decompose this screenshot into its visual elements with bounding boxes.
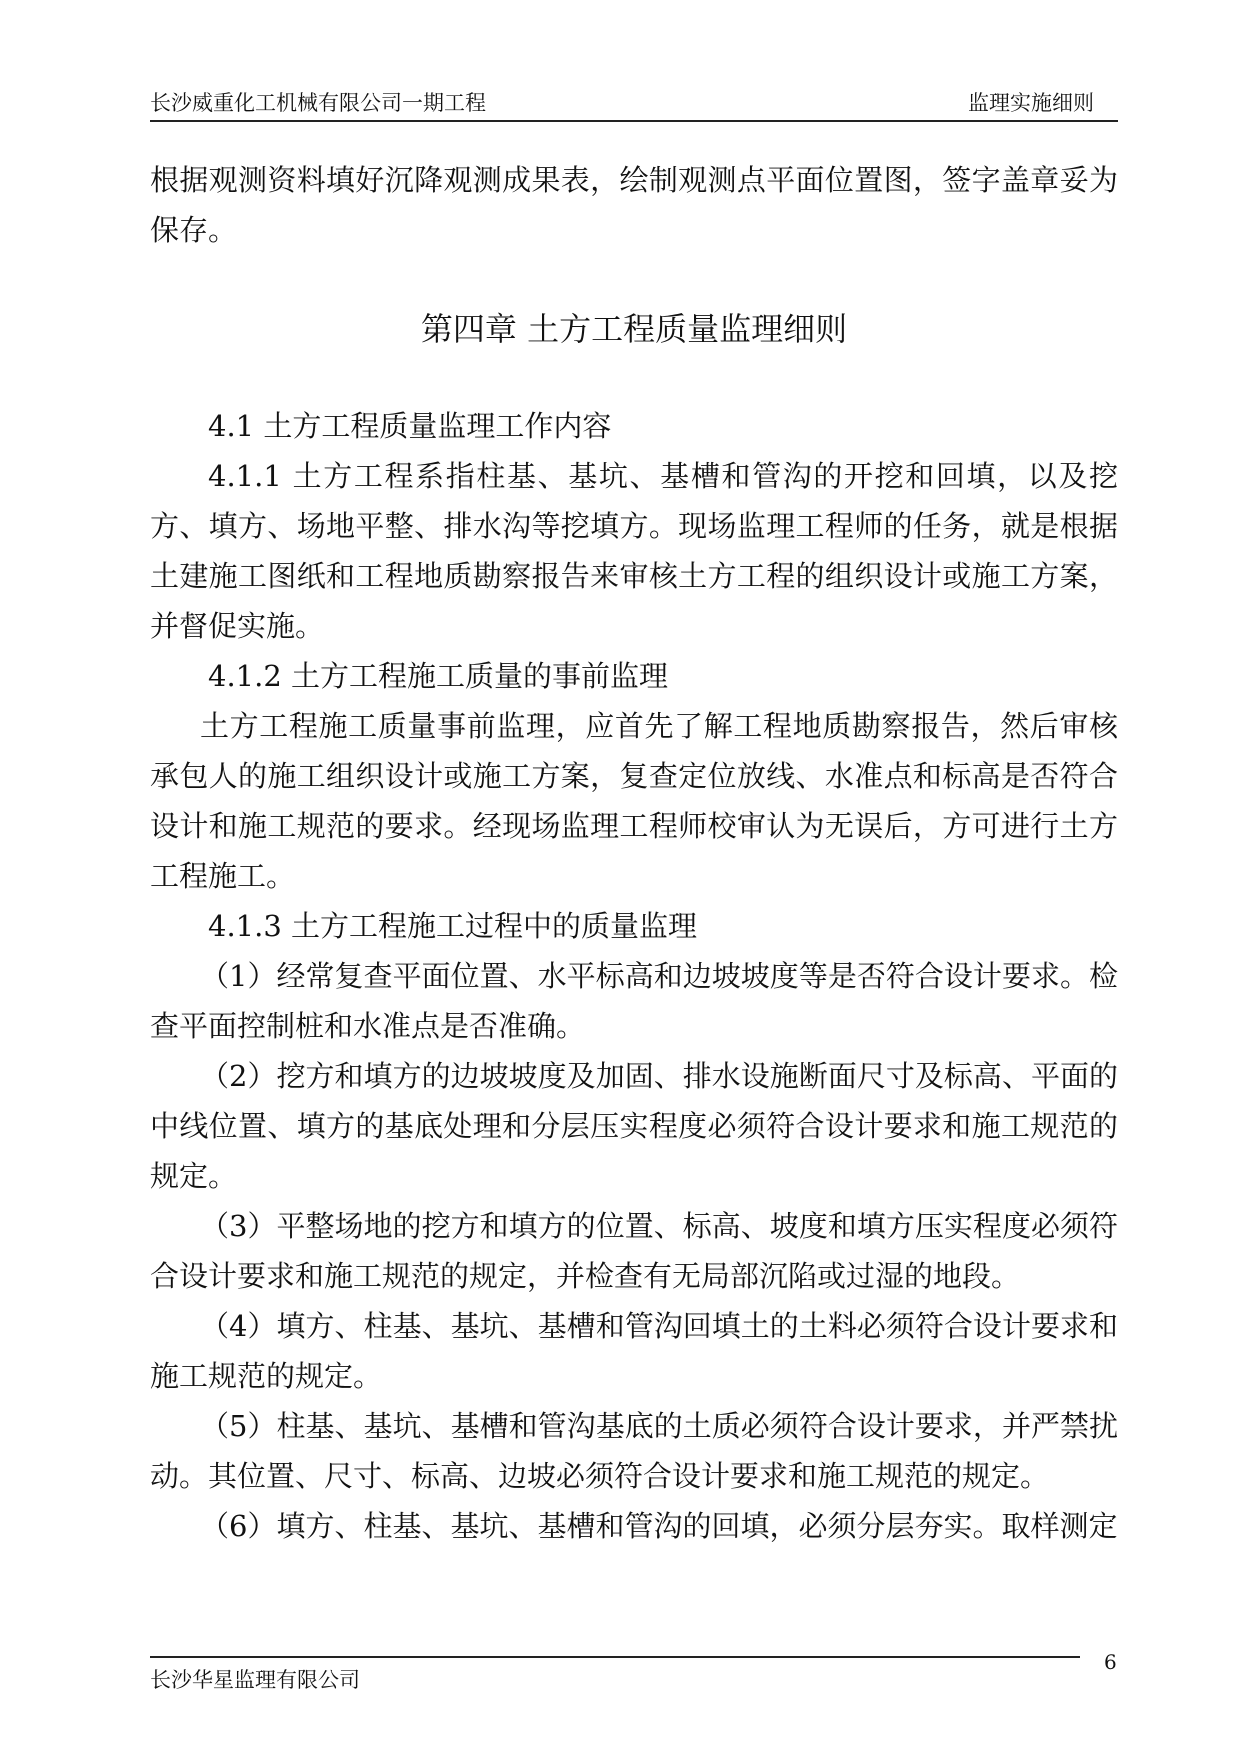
page-number: 6 (1104, 1650, 1117, 1674)
page-header (150, 86, 1118, 122)
section-4-1-2-heading: 4.1.2 土方工程施工质量的事前监理 (208, 659, 669, 693)
footer-company-name: 长沙华星监理有限公司 (150, 1668, 360, 1692)
header-document-title: 监理实施细则 (968, 91, 1094, 115)
list-item-4: （4）填方、柱基、基坑、基槽和管沟回填土的土料必须符合设计要求和施工规范的规定。 (150, 1309, 1118, 1393)
list-item-6: （6）填方、柱基、基坑、基槽和管沟的回填，必须分层夯实。取样测定 (200, 1509, 1118, 1543)
page-body (150, 155, 1118, 1551)
section-4-1-2-paragraph: 土方工程施工质量事前监理，应首先了解工程地质勘察报告，然后审核承包人的施工组织设计或施工方案，复查定位放线、水准点和标高是否符合设计和施工规范的要求。经现场监理工程师校审认为无误后，方可进行土方工程施工。 (150, 709, 1118, 893)
list-item-2: （2）挖方和填方的边坡坡度及加固、排水设施断面尺寸及标高、平面的中线位置、填方的基底处理和分层压实程度必须符合设计要求和施工规范的规定。 (150, 1059, 1118, 1193)
section-4-1-1-paragraph: 4.1.1 土方工程系指柱基、基坑、基槽和管沟的开挖和回填，以及挖方、填方、场地平整、排水沟等挖填方。现场监理工程师的任务，就是根据土建施工图纸和工程地质勘察报告来审核土方工程的组织设计或施工方案，并督促实施。 (150, 459, 1118, 643)
section-4-1-heading: 4.1 土方工程质量监理工作内容 (208, 409, 612, 443)
footer-divider (150, 1656, 1080, 1658)
list-item-1: （1）经常复查平面位置、水平标高和边坡坡度等是否符合设计要求。检查平面控制桩和水准点是否准确。 (150, 959, 1118, 1043)
list-item-3: （3）平整场地的挖方和填方的位置、标高、坡度和填方压实程度必须符合设计要求和施工规范的规定，并检查有无局部沉陷或过湿的地段。 (150, 1209, 1118, 1293)
section-4-1-3-heading: 4.1.3 土方工程施工过程中的质量监理 (208, 909, 698, 943)
header-project-name: 长沙威重化工机械有限公司一期工程 (150, 91, 486, 115)
intro-paragraph: 根据观测资料填好沉降观测成果表，绘制观测点平面位置图，签字盖章妥为保存。 (150, 163, 1118, 247)
chapter-title: 第四章 土方工程质量监理细则 (420, 310, 848, 348)
list-item-5: （5）柱基、基坑、基槽和管沟基底的土质必须符合设计要求，并严禁扰动。其位置、尺寸、标高、边坡必须符合设计要求和施工规范的规定。 (150, 1409, 1118, 1493)
